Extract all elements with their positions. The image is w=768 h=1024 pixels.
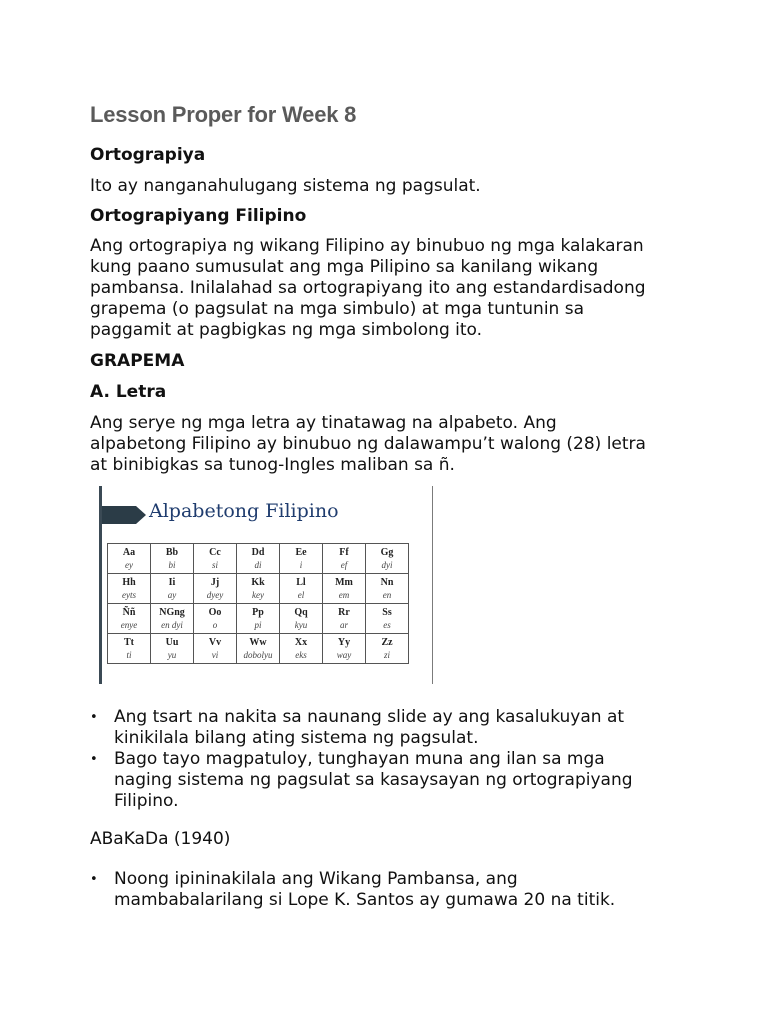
bullet-icon: • [90, 710, 98, 725]
paragraph-line: grapema (o pagsulat na mga simbulo) at mga tuntunin sa [90, 299, 585, 319]
letter: Tt [124, 636, 134, 648]
letter: Nn [380, 576, 394, 588]
bullet-list [90, 707, 633, 812]
alphabet-cell [366, 574, 409, 604]
letter: Vv [208, 636, 222, 648]
alphabet-table [107, 543, 409, 664]
pronunciation: el [297, 589, 305, 600]
heading-ortograpiyang-filipino: Ortograpiyang Filipino [90, 206, 307, 226]
letra-paragraph [90, 413, 646, 476]
alphabet-cell [366, 544, 409, 574]
letter: Dd [251, 546, 265, 558]
letter: Ee [295, 546, 307, 558]
paragraph-line: paggamit at pagbigkas ng mga simbolong ito. [90, 320, 483, 340]
letter: Ww [249, 636, 267, 648]
alphabet-cell [280, 574, 323, 604]
alphabet-cell [323, 604, 366, 634]
paragraph-line: Ang serye ng mga letra ay tinatawag na alpabeto. Ang [90, 413, 557, 433]
banner-arrow-icon [102, 506, 136, 524]
letter: Ii [168, 576, 176, 588]
pronunciation: eyts [122, 589, 136, 600]
paragraph-line: pambansa. Inilalahad sa ortograpiyang ito ang estandardisadong [90, 278, 646, 298]
paragraph-line: kung paano sumusulat ang mga Pilipino sa kanilang wikang [90, 257, 599, 277]
alphabet-row [108, 544, 409, 574]
heading-letra: A. Letra [90, 382, 167, 402]
letter: Aa [122, 546, 136, 558]
pronunciation: way [336, 649, 352, 660]
pronunciation: ey [125, 559, 133, 570]
letter: NGng [159, 606, 185, 618]
pronunciation: en [382, 589, 392, 600]
pronunciation: dobolyu [243, 649, 273, 660]
pronunciation: si [211, 559, 218, 570]
figure-title: Alpabetong Filipino [149, 500, 339, 522]
letter: Ss [382, 606, 392, 618]
letter: Gg [380, 546, 394, 558]
alphabet-cell [323, 634, 366, 664]
letter: Hh [122, 576, 136, 588]
letter: Xx [294, 636, 308, 648]
letter: Rr [338, 606, 350, 618]
page-title: Lesson Proper for Week 8 [90, 102, 357, 127]
letter: Qq [294, 606, 308, 618]
pronunciation: em [338, 589, 350, 600]
letter: Jj [210, 576, 220, 588]
pronunciation: dyey [206, 589, 224, 600]
pronunciation: i [299, 559, 303, 570]
heading-grapema: GRAPEMA [90, 351, 185, 371]
letter: Bb [165, 546, 179, 558]
paragraph-line: Ito ay nanganahulugang sistema ng pagsulat. [90, 176, 481, 196]
pronunciation: eks [295, 649, 307, 660]
alphabet-cell [194, 544, 237, 574]
pronunciation: o [212, 619, 218, 630]
bullet-icon: • [90, 752, 98, 767]
list-item [90, 869, 615, 911]
alphabet-cell [323, 574, 366, 604]
alphabet-cell [366, 604, 409, 634]
list-item [90, 749, 633, 812]
alphabet-cell [194, 604, 237, 634]
alphabet-cell [151, 574, 194, 604]
alphabet-cell [280, 604, 323, 634]
pronunciation: enye [120, 619, 138, 630]
list-item-line: Noong ipininakilala ang Wikang Pambansa, ang [114, 869, 518, 889]
list-item-line: naging sistema ng pagsulat sa kasaysayan ng ortograpiyang [114, 770, 633, 790]
alphabet-cell [108, 574, 151, 604]
list-item-line: kinikilala bilang ating sistema ng pagsulat. [114, 728, 479, 748]
list-item-line: Ang tsart na nakita sa naunang slide ay ang kasalukuyan at [114, 707, 625, 727]
alphabet-row [108, 574, 409, 604]
letter: Ff [339, 546, 349, 558]
pronunciation: zi [383, 649, 390, 660]
letter: Mm [335, 576, 353, 588]
alphabet-row [108, 604, 409, 634]
letter: Oo [208, 606, 222, 618]
bullet-icon: • [90, 872, 98, 887]
alphabet-cell [151, 604, 194, 634]
alphabet-cell [108, 604, 151, 634]
list-item [90, 707, 633, 749]
list-item-line: Filipino. [114, 791, 179, 811]
paragraph-line: alpabetong Filipino ay binubuo ng dalawampu’t walong (28) letra [90, 434, 646, 454]
alphabet-row [108, 634, 409, 664]
alphabet-cell [237, 604, 280, 634]
letter: Yy [337, 636, 351, 648]
pronunciation: bi [168, 559, 176, 570]
pronunciation: kyu [294, 619, 308, 630]
alphabet-cell [108, 634, 151, 664]
letter: Zz [381, 636, 393, 648]
alphabet-cell [323, 544, 366, 574]
pronunciation: di [254, 559, 262, 570]
letter: Ll [296, 576, 306, 588]
alphabet-cell [366, 634, 409, 664]
ortograpiyang-filipino-paragraph [90, 236, 646, 341]
letter: Cc [209, 546, 221, 558]
pronunciation: es [383, 619, 391, 630]
pronunciation: vi [211, 649, 219, 660]
heading-ortograpiya: Ortograpiya [90, 145, 206, 165]
alphabet-cell [237, 634, 280, 664]
ortograpiya-definition [90, 176, 481, 197]
letter: Pp [252, 606, 264, 618]
paragraph-line: at binibigkas sa tunog-Ingles maliban sa ñ. [90, 455, 455, 475]
pronunciation: en dyi [161, 619, 183, 630]
alphabet-cell [194, 634, 237, 664]
paragraph-line: ABaKaDa (1940) [90, 829, 231, 849]
pronunciation: pi [254, 619, 262, 630]
pronunciation: ef [340, 559, 348, 570]
alphabet-cell [280, 544, 323, 574]
pronunciation: ti [126, 649, 132, 660]
pronunciation: ay [167, 589, 177, 600]
abakada-heading [90, 829, 230, 850]
abakada-bullet-list [90, 869, 615, 911]
pronunciation: ar [339, 619, 348, 630]
letter: Uu [165, 636, 179, 648]
paragraph-line: Ang ortograpiya ng wikang Filipino ay binubuo ng mga kalakaran [90, 236, 644, 256]
alphabet-cell [280, 634, 323, 664]
list-item-line: mambabalarilang si Lope K. Santos ay gumawa 20 na titik. [114, 890, 616, 910]
alphabet-cell [237, 574, 280, 604]
pronunciation: key [252, 589, 264, 600]
pronunciation: dyi [381, 559, 393, 570]
pronunciation: yu [167, 649, 177, 660]
alphabet-cell [151, 544, 194, 574]
list-item-line: Bago tayo magpatuloy, tunghayan muna ang ilan sa mga [114, 749, 605, 769]
alphabet-cell [108, 544, 151, 574]
alphabet-cell [151, 634, 194, 664]
alphabet-figure [99, 486, 433, 686]
alphabet-cell [194, 574, 237, 604]
letter: Ññ [122, 606, 136, 618]
figure-right-rule [432, 486, 433, 684]
alphabet-cell [237, 544, 280, 574]
letter: Kk [251, 576, 265, 588]
